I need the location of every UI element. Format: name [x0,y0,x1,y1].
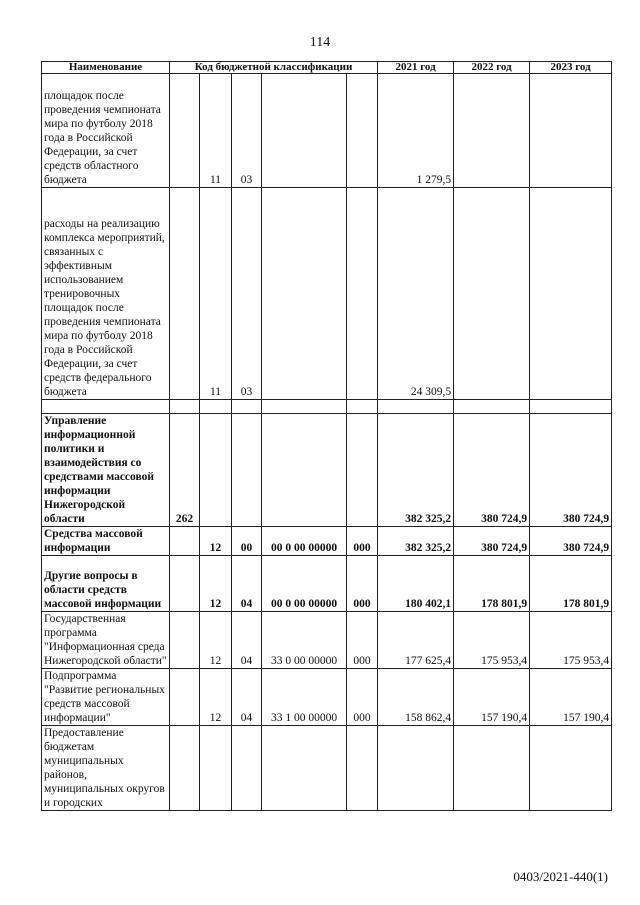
row-expense-type-cell [347,726,378,811]
row-target-code-cell [262,188,347,400]
row-name-cell: Подпрограмма "Развитие региональных средств массовой информации" [42,669,170,726]
row-subsection-code-cell: 04 [232,669,262,726]
row-target-code-cell: 33 0 00 00000 [262,612,347,669]
document-code: 0403/2021-440(1) [513,869,608,884]
row-section-code-cell [200,726,232,811]
row-section-code-cell: 12 [200,556,232,612]
row-name-cell: площадок после проведения чемпионата мира по футболу 2018 года в Российской Федерации, за счет средств областного бюджета [42,74,170,188]
row-expense-type-cell: 000 [347,527,378,556]
row-target-code-cell: 33 1 00 00000 [262,669,347,726]
table-row [42,188,612,400]
row-admin-code-cell: 262 [170,414,200,527]
row-2021-value: 382 325,2 [378,527,454,556]
row-section-code-cell: 12 [200,669,232,726]
table-row [42,527,612,556]
row-name-cell [42,400,170,414]
budget-table [41,61,612,811]
row-2022-value: 175 953,4 [454,612,530,669]
row-2021-value: 180 402,1 [378,556,454,612]
row-2023-value: 157 190,4 [530,669,612,726]
row-name-cell: Управление информационной политики и взаимодействия со средствами массовой информации Нижегородской области [42,414,170,527]
row-admin-code-cell [170,669,200,726]
table-row [42,726,612,811]
table-body [42,74,612,811]
row-admin-code-cell [170,188,200,400]
row-admin-code-cell [170,74,200,188]
table-row [42,414,612,527]
row-section-code-cell: 11 [200,188,232,400]
row-section-code-cell: 12 [200,527,232,556]
row-target-code-cell [262,726,347,811]
table-row [42,669,612,726]
row-section-code-cell [200,400,232,414]
row-expense-type-cell [347,188,378,400]
row-2022-value: 380 724,9 [454,414,530,527]
row-2021-value [378,726,454,811]
row-name-cell: Государственная программа "Информационная среда Нижегородской области" [42,612,170,669]
row-2022-value [454,726,530,811]
table-row [42,400,612,414]
row-2023-value: 380 724,9 [530,414,612,527]
row-2023-value: 380 724,9 [530,527,612,556]
table-header-row [42,62,612,74]
row-expense-type-cell [347,400,378,414]
row-section-code-cell [200,414,232,527]
row-2021-value [378,400,454,414]
header-2023: 2023 год [530,62,612,74]
table-row [42,612,612,669]
row-2021-value: 1 279,5 [378,74,454,188]
row-target-code-cell: 00 0 00 00000 [262,527,347,556]
row-subsection-code-cell: 04 [232,612,262,669]
row-subsection-code-cell [232,726,262,811]
row-expense-type-cell: 000 [347,612,378,669]
page-number: 114 [309,35,331,50]
header-name: Наименование [42,62,170,74]
row-subsection-code-cell: 03 [232,74,262,188]
row-expense-type-cell [347,74,378,188]
row-admin-code-cell [170,527,200,556]
row-subsection-code-cell: 03 [232,188,262,400]
table-row [42,556,612,612]
row-name-cell: Другие вопросы в области средств массовой информации [42,556,170,612]
row-admin-code-cell [170,400,200,414]
row-2023-value [530,726,612,811]
row-target-code-cell: 00 0 00 00000 [262,556,347,612]
row-2022-value [454,400,530,414]
row-subsection-code-cell [232,400,262,414]
row-2022-value: 157 190,4 [454,669,530,726]
row-subsection-code-cell: 00 [232,527,262,556]
row-admin-code-cell [170,556,200,612]
row-2023-value: 175 953,4 [530,612,612,669]
row-2021-value: 158 862,4 [378,669,454,726]
row-name-cell: Средства массовой информации [42,527,170,556]
row-admin-code-cell [170,612,200,669]
row-2023-value [530,188,612,400]
row-subsection-code-cell [232,414,262,527]
row-2023-value: 178 801,9 [530,556,612,612]
row-subsection-code-cell: 04 [232,556,262,612]
row-2021-value: 177 625,4 [378,612,454,669]
row-expense-type-cell: 000 [347,669,378,726]
row-target-code-cell [262,400,347,414]
header-2021: 2021 год [378,62,454,74]
row-2022-value [454,74,530,188]
row-section-code-cell: 11 [200,74,232,188]
row-expense-type-cell [347,414,378,527]
row-2022-value [454,188,530,400]
row-2022-value: 380 724,9 [454,527,530,556]
row-2023-value [530,400,612,414]
row-name-cell: расходы на реализацию комплекса мероприятий, связанных с эффективным использованием тренировочных площадок после проведения чемпионата мира по футболу 2018 года в Российской Федерации, за счет средств федерального бюджета [42,188,170,400]
row-2022-value: 178 801,9 [454,556,530,612]
row-expense-type-cell: 000 [347,556,378,612]
row-2021-value: 24 309,5 [378,188,454,400]
table-row [42,74,612,188]
row-2021-value: 382 325,2 [378,414,454,527]
row-2023-value [530,74,612,188]
row-section-code-cell: 12 [200,612,232,669]
header-code: Код бюджетной классификации [170,62,378,74]
row-admin-code-cell [170,726,200,811]
row-target-code-cell [262,74,347,188]
row-target-code-cell [262,414,347,527]
row-name-cell: Предоставление бюджетам муниципальных районов, муниципальных округов и городских [42,726,170,811]
header-2022: 2022 год [454,62,530,74]
